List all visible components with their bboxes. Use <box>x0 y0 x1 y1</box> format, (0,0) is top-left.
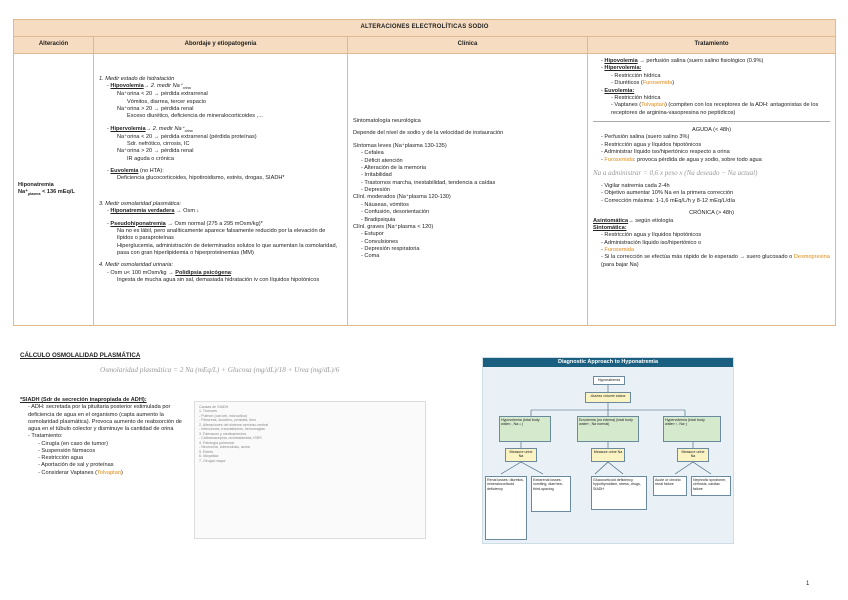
pseudo-detail-2: Hiperglucemia, administración de determinados solutos lo que aumentan la osmolaridad, pasa con gran hiperlipidemia o hiperproteinemias (MM) <box>117 242 338 257</box>
diagram-node: Nephrotic syndrome, cirrhosis, cardiac failure <box>691 476 731 496</box>
header-clinica: Clínica <box>348 37 588 54</box>
abordaje-cell <box>94 54 348 326</box>
leves-item: - Trastornos marcha, inestabilidad, tendencia a caídas <box>361 179 496 186</box>
leves-item: - Déficit atención <box>361 157 403 164</box>
diagram-node: Glucocorticoid deficiency, hypothyroidism, stress, drugs, SIADH <box>591 476 647 510</box>
thumb-line: - Carbamazepina, ciclofosfamida, ISRS <box>199 436 262 441</box>
header-tratamiento: Tratamiento <box>588 37 836 54</box>
diagram-node: Euvolemia (no edema) (total body water↑, Na normal) <box>577 416 639 442</box>
diagram-title: Diagnostic Approach to Hyponatremia <box>483 358 733 367</box>
clinica-moderados: Clínl. moderados (Na⁺plasma 120-130) <box>353 194 451 201</box>
trat-euvolemia: - Euvolemia: <box>601 87 635 94</box>
diagram-node: Assess volume status <box>585 392 631 403</box>
leves-item: - Irritabilidad <box>361 172 392 179</box>
diagram-node: Hypovolemia (total body water↓, Na↓↓) <box>499 416 551 442</box>
osmolaridad-formula: Osmolaridad plasmática = 2 Na (mEq/L) + Glucosa (mg/dL)/18 + Urea (mg/dL)/6 <box>100 366 340 374</box>
header-alteracion: Alteración <box>14 37 94 54</box>
graves-item: - Coma <box>361 253 380 260</box>
hiper-line-b1: IR aguda o crónica <box>127 155 174 162</box>
sint-item: - Si la corrección se efectúa más rápido de lo esperado → suero glucosado o Desmopresina (para bajar Na) <box>601 254 830 268</box>
thumb-line: 2. Alteraciones del sistema nervioso central <box>199 422 269 427</box>
hiper-line-b: Na⁺orina > 20 → pérdida renal <box>117 148 194 155</box>
aguda-item: - Furosemida: provoca pérdida de agua y sodio, sobre todo agua <box>601 156 762 163</box>
aguda-item: - Perfusión salina (suero salino 3%) <box>601 134 690 141</box>
moderados-item: - Confusión, desorientación <box>361 209 430 216</box>
diagram-node: Measure urine Na <box>677 448 709 462</box>
abordaje-step-4: 4. Medir osmolaridad urinaria: <box>99 262 173 269</box>
page-number: 1 <box>806 581 810 587</box>
siadh-item: - ADH: secretada por la pituitaria posterior estimulada por deficiencia de agua en el organismo (capta aumento la osmolaridad plasmática). Provoca aumento de reabsorción de agua en el túbulo colector y disminuye la cantidad de orina <box>28 404 182 433</box>
sint-item: - Administración líquido iso/hipertónico o <box>601 239 702 246</box>
hiper-line-a1: Sdr. nefrótico, cirrosis, IC <box>127 140 190 147</box>
leves-item: - Cefalea <box>361 150 384 157</box>
trat-euvo-item: - Restricción hídrica <box>611 94 661 101</box>
diagram-node: Measure urine Na <box>591 448 625 462</box>
diagram-node: Acute or chronic renal failure <box>653 476 687 496</box>
hipo-line-b1: Exceso diurético, deficiencia de mineralocorticoides ,... <box>127 113 263 120</box>
polidipsia-detail: Ingesta de mucha agua sin sal, demasiada hidratación iv con líquidos hipotónicos <box>117 277 320 284</box>
thumb-line: 6. Idiopática <box>199 454 219 459</box>
graves-item: - Estupor <box>361 231 384 238</box>
trat-hiper-item: - Restricción hídrica <box>611 72 661 79</box>
thumb-line: 1. Tumores <box>199 409 217 414</box>
thumb-line: - Neumonía, tuberculosis, asma <box>199 445 250 450</box>
moderados-item: - Bradipsiquia <box>361 216 396 223</box>
hiper-line-a: Na⁺orina < 20 → pérdida extrarrenal (pérdida proteínas) <box>117 133 257 140</box>
thumb-line: - Pulmón (oat cell, microcítico) <box>199 413 248 418</box>
siadh-title: *SIADH (Sdr de secreción inapropiada de ADH): <box>20 397 147 403</box>
clinica-leves: Síntomas leves (Na⁺plasma 130-135) <box>353 142 447 149</box>
clinica-cell <box>348 54 588 326</box>
clinica-line-2: Depende del nivel de sodio y de la velocidad de instauración <box>353 130 504 137</box>
osm-urinaria-line: - Osm u< 100 mOsm/kg → Polidipsia psicógena: <box>107 269 233 276</box>
thumb-line: 4. Patología pulmonar <box>199 440 235 445</box>
aguda-item2: - Objetivo aumentar 10% Na en la primera corrección <box>601 190 734 197</box>
sint-item: - Furosemida <box>601 247 634 254</box>
siadh-tratamiento: - Tratamiento: <box>28 433 63 440</box>
siadh-trat-item: - Considerar Vaptanes (Tolvaptan) <box>38 469 123 476</box>
diagram-node: Renal losses: diuretics, mineralocorticoid deficiency <box>485 476 527 540</box>
sint-item: - Restricción agua y líquidos hipotónicos <box>601 232 702 239</box>
hipervolemia-line: - Hipervolemia→ 2. medir $Na^+_{orina}$ <box>107 125 193 133</box>
pseudo-detail-1: Na no es lábil, pero analíticamente aparece falsamente reducido por la elevación de lípidos o paraproteínas <box>117 227 326 242</box>
cronica-title: CRÓNICA (> 48h) <box>689 210 734 217</box>
diagram-node: Extrarenal losses: vomiting, diarrhea, third-spacing <box>531 476 571 512</box>
diagram-node: Hyponatremia <box>593 376 625 385</box>
aguda-item2: - Vigilar natremia cada 2-4h <box>601 183 670 190</box>
trat-hipovolemia: - Hipovolemia → perfusión salina (suero salino fisiológico (0.9%) <box>601 58 764 64</box>
sintomatica: Sintomática: <box>593 224 627 231</box>
aguda-item: - Administrar líquido iso/hipertónico respecto a orina <box>601 149 730 156</box>
aguda-item2: - Corrección máxima: 1-1,6 mEq/L/h y 8-12 mEq/L/día <box>601 197 735 204</box>
thumb-line: Causas de SIADH <box>199 405 229 409</box>
aguda-title: AGUDA (< 48h) <box>692 127 732 133</box>
clinica-line-1: Sintomatología neurológica <box>353 118 421 124</box>
graves-item: - Convulsiones <box>361 238 399 245</box>
pseudohiponatremia: - Pseudohiponatremia → Osm normal (275 a 295 mOsm/kg)* <box>107 220 263 227</box>
table-title: ALTERACIONES ELECTROLÍTICAS SODIO <box>14 20 836 37</box>
row-label-name: Hiponatremia <box>18 181 54 188</box>
siadh-trat-item: - Aportación de sal y proteínas <box>38 462 114 469</box>
hipo-line-a1: Vómitos, diarrea, tercer espacio <box>127 98 206 105</box>
trat-hiper-item: - Diuréticos (Furosemida) <box>611 80 675 87</box>
hipo-line-b: Na⁺orina > 20 → pérdida renal <box>117 105 194 112</box>
aguda-item: - Restricción agua y líquidos hipotónicos <box>601 141 702 148</box>
na-formula: Na a administrar = 0,6 x peso x (Na deseado − Na actual) <box>593 168 758 177</box>
calc-osmolalidad-title: CÁLCULO OSMOLALIDAD PLASMÁTICA <box>20 352 141 359</box>
hiponatremia-verdadera: - Hiponatremia verdadera → Osm ↓ <box>107 208 200 215</box>
asintomatica: Asintomática→ según etiología <box>593 217 674 224</box>
abordaje-step-3: 3. Medir osmolaridad plasmática: <box>99 200 182 207</box>
trat-hipervolemia: - Hipervolemia: <box>601 65 642 72</box>
euvolemia-causes: Deficiencia glucocorticoides, hipotiroidismo, estrés, drogas, SIADH* <box>117 175 285 182</box>
diagram-node: Hypervolemia (total body water↑↑, Na↑) <box>663 416 721 442</box>
leves-item: - Alteración de la memoria <box>361 164 426 171</box>
leves-item: - Depresión <box>361 187 390 193</box>
hipovolemia-line: - Hipovolemia→ 2. medir $Na^+_{orina}$ <box>107 83 191 91</box>
euvolemia-line: - Euvolemia (no HTA): <box>107 168 164 175</box>
siadh-causes-image <box>194 401 426 539</box>
hipo-line-a: Na⁺orina < 20 → pérdida extrarrenal <box>117 91 208 98</box>
row-label-threshold: $Na^+_{plasma} < 136$ mEq/L <box>18 189 75 197</box>
thumb-line: 5. Estrés <box>199 449 214 454</box>
siadh-trat-item: - Cirugía (en caso de tumor) <box>38 440 108 447</box>
graves-item: - Depresión respiratoria <box>361 246 420 252</box>
trat-euvo-item: - Vaptanes (Tolvaptan) (compiten con los receptores de la ADH: antagonistas de los receptores de arginina-vasopresina no peptídicos) <box>611 102 819 116</box>
thumb-line: 7. Cirugía mayor <box>199 458 226 463</box>
siadh-trat-item: - Suspensión fármacos <box>38 447 96 454</box>
thumb-line: - Páncreas, duodeno, próstata, timo <box>199 418 257 423</box>
diagram-node: Measure urine Na <box>505 448 537 462</box>
moderados-item: - Náuseas, vómitos <box>361 201 409 208</box>
siadh-trat-item: - Restricción agua <box>38 455 84 462</box>
thumb-line: 3. Fármacos y medicamentos <box>199 431 247 436</box>
clinica-graves: Clínl. graves (Na⁺plasma < 120) <box>353 223 434 230</box>
tratamiento-cell <box>588 54 836 326</box>
row-label <box>14 54 94 326</box>
thumb-line: - Infecciones, traumatismos, hemorragias <box>199 427 265 432</box>
header-abordaje: Abordaje y etiopatogenia <box>94 37 348 54</box>
siadh-block <box>20 397 190 477</box>
hyponatremia-diagram <box>482 357 734 544</box>
hyponatremia-table <box>13 19 836 326</box>
abordaje-step-1: 1. Medir estado de hidratación <box>99 76 175 82</box>
